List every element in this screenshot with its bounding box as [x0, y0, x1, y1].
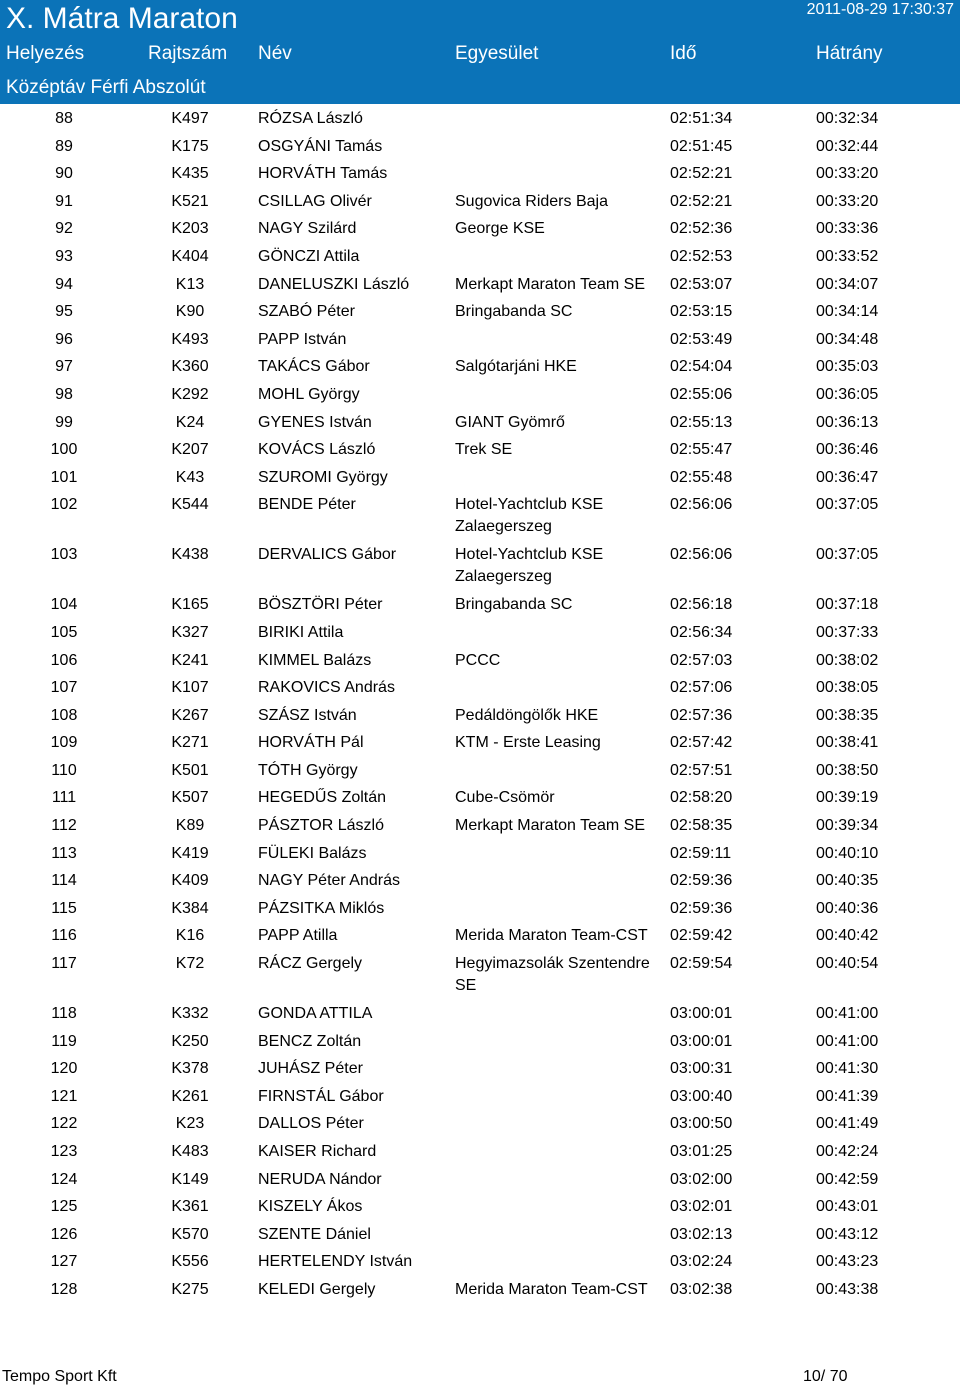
row-time: 02:55:06	[670, 385, 733, 403]
row-time: 02:57:51	[670, 761, 733, 779]
footer-company: Tempo Sport Kft	[2, 1368, 117, 1385]
row-club: Pedáldöngölők HKE	[455, 706, 599, 724]
column-header-gap: Hátrány	[816, 43, 883, 64]
row-time: 02:59:36	[670, 872, 733, 890]
row-bib: K267	[171, 706, 209, 724]
row-gap: 00:38:05	[816, 679, 879, 697]
row-bib: K419	[171, 844, 209, 862]
row-name: OSGYÁNI Tamás	[258, 137, 383, 155]
row-position: 93	[55, 247, 73, 265]
row-club: PCCC	[455, 651, 501, 669]
table-row	[0, 590, 960, 618]
row-name: HERTELENDY István	[258, 1253, 413, 1271]
row-bib: K89	[175, 817, 205, 835]
table-row	[0, 104, 960, 132]
row-time: 03:00:31	[670, 1060, 733, 1078]
row-name: FIRNSTÁL Gábor	[258, 1087, 384, 1105]
row-gap: 00:32:34	[816, 110, 879, 127]
table-row	[0, 435, 960, 463]
row-name: RÁCZ Gergely	[258, 955, 363, 973]
table-row	[0, 214, 960, 242]
row-position: 113	[51, 844, 77, 862]
row-position: 105	[50, 623, 78, 641]
row-bib: K72	[175, 955, 205, 973]
row-bib: K507	[171, 789, 209, 807]
row-name: HORVÁTH Tamás	[258, 165, 388, 183]
row-name: TÓTH György	[258, 761, 358, 779]
row-position: 109	[50, 734, 78, 752]
table-row	[0, 1275, 960, 1303]
row-bib: K16	[175, 927, 205, 945]
row-bib: K361	[171, 1198, 209, 1216]
row-position: 106	[50, 651, 78, 669]
row-position: 121	[50, 1087, 78, 1105]
row-name: RÓZSA László	[258, 110, 363, 127]
row-bib: K493	[171, 330, 209, 348]
row-name: SZABÓ Péter	[258, 303, 355, 321]
table-row	[0, 1109, 960, 1137]
row-position: 111	[51, 789, 77, 807]
row-gap: 00:42:59	[816, 1170, 879, 1188]
row-position: 102	[50, 496, 78, 514]
table-row	[0, 463, 960, 491]
row-club: Trek SE	[455, 441, 513, 459]
table-row	[0, 380, 960, 408]
row-position: 112	[51, 817, 77, 835]
row-time: 02:58:20	[670, 789, 733, 807]
row-bib: K497	[171, 110, 209, 127]
row-gap: 00:38:02	[816, 651, 879, 669]
row-bib: K332	[171, 1005, 209, 1023]
row-gap: 00:41:00	[816, 1005, 879, 1023]
row-gap: 00:33:52	[816, 247, 879, 265]
row-name: JUHÁSZ Péter	[258, 1060, 363, 1078]
row-gap: 00:37:33	[816, 623, 879, 641]
row-gap: 00:43:38	[816, 1280, 879, 1298]
row-bib: K203	[171, 220, 209, 238]
table-row	[0, 1165, 960, 1193]
row-time: 03:02:01	[670, 1198, 733, 1216]
row-time: 03:02:13	[670, 1225, 733, 1243]
row-gap: 00:43:01	[816, 1198, 879, 1216]
row-bib: K207	[171, 441, 209, 459]
row-time: 02:57:42	[670, 734, 733, 752]
row-bib: K435	[171, 165, 209, 183]
row-time: 02:55:48	[670, 468, 733, 486]
table-row	[0, 132, 960, 160]
row-position: 114	[51, 872, 77, 890]
row-name: BENDE Péter	[258, 496, 356, 514]
table-row	[0, 894, 960, 922]
footer-page-number: 10/ 70	[803, 1368, 848, 1385]
row-gap: 00:40:36	[816, 899, 879, 917]
table-row	[0, 242, 960, 270]
row-bib: K438	[171, 546, 209, 564]
table-row	[0, 728, 960, 756]
row-gap: 00:41:30	[816, 1060, 879, 1078]
row-gap: 00:43:12	[816, 1225, 879, 1243]
row-gap: 00:40:42	[816, 927, 879, 945]
row-name: DERVALICS Gábor	[258, 546, 397, 564]
row-name: KOVÁCS László	[258, 441, 376, 459]
row-club: Hotel-Yachtclub KSE Zalaegerszeg	[455, 546, 604, 585]
row-name: GONDA ATTILA	[258, 1005, 373, 1023]
row-time: 02:58:35	[670, 817, 733, 835]
column-header-club: Egyesület	[455, 43, 539, 64]
row-name: BENCZ Zoltán	[258, 1032, 362, 1050]
row-time: 02:59:36	[670, 899, 733, 917]
row-gap: 00:41:39	[816, 1087, 879, 1105]
row-gap: 00:36:13	[816, 413, 879, 431]
row-time: 02:59:11	[670, 844, 732, 862]
table-row	[0, 756, 960, 784]
row-club: KTM - Erste Leasing	[455, 734, 601, 752]
row-position: 115	[51, 899, 77, 917]
table-row	[0, 646, 960, 674]
row-name: GÖNCZI Attila	[258, 247, 360, 265]
row-name: KELEDI Gergely	[258, 1280, 376, 1298]
row-position: 98	[55, 385, 73, 403]
row-name: HORVÁTH Pál	[258, 734, 364, 752]
table-row	[0, 1220, 960, 1248]
table-row	[0, 1137, 960, 1165]
row-bib: K501	[171, 761, 209, 779]
row-position: 99	[55, 413, 73, 431]
row-gap: 00:37:05	[816, 496, 879, 514]
row-bib: K241	[171, 651, 209, 669]
row-time: 02:52:36	[670, 220, 733, 238]
row-name: NAGY Péter András	[258, 872, 400, 890]
row-time: 02:53:49	[670, 330, 733, 348]
row-gap: 00:40:35	[816, 872, 879, 890]
row-bib: K378	[171, 1060, 209, 1078]
row-gap: 00:41:49	[816, 1115, 879, 1133]
row-club: Merida Maraton Team-CST	[455, 1280, 648, 1298]
row-gap: 00:39:34	[816, 817, 879, 835]
row-position: 108	[50, 706, 78, 724]
row-gap: 00:34:07	[816, 275, 879, 293]
row-name: KAISER Richard	[258, 1143, 377, 1160]
table-row	[0, 270, 960, 298]
row-name: HEGEDŰS Zoltán	[258, 789, 387, 807]
table-row	[0, 1027, 960, 1055]
row-bib: K360	[171, 358, 209, 376]
print-datetime: 2011-08-29 17:30:37	[806, 1, 954, 18]
row-position: 123	[50, 1143, 78, 1160]
row-bib: K107	[171, 679, 209, 697]
row-name: MOHL György	[258, 385, 360, 403]
row-club: Sugovica Riders Baja	[455, 192, 608, 210]
row-time: 02:51:45	[670, 137, 733, 155]
row-time: 02:56:34	[670, 623, 733, 641]
row-time: 03:02:00	[670, 1170, 733, 1188]
row-name: NERUDA Nándor	[258, 1170, 382, 1188]
row-gap: 00:35:03	[816, 358, 879, 376]
table-row	[0, 325, 960, 353]
row-position: 104	[50, 596, 78, 614]
row-bib: K23	[175, 1115, 205, 1133]
row-position: 116	[51, 927, 77, 945]
results-header	[0, 0, 960, 104]
row-position: 110	[51, 761, 77, 779]
row-club: Merida Maraton Team-CST	[455, 927, 648, 945]
row-position: 96	[55, 330, 73, 348]
row-position: 125	[50, 1198, 78, 1216]
row-club: Salgótarjáni HKE	[455, 358, 577, 376]
row-gap: 00:40:10	[816, 844, 879, 862]
row-position: 101	[50, 468, 78, 486]
column-header-position: Helyezés	[6, 43, 85, 64]
table-row	[0, 408, 960, 436]
row-gap: 00:36:47	[816, 468, 879, 486]
row-gap: 00:41:00	[816, 1032, 879, 1050]
row-bib: K521	[171, 192, 209, 210]
row-time: 02:56:06	[670, 546, 733, 564]
row-time: 02:52:21	[670, 192, 733, 210]
row-name: CSILLAG Olivér	[258, 192, 372, 210]
results-table	[0, 104, 960, 1303]
row-name: PÁZSITKA Miklós	[258, 899, 385, 917]
row-position: 103	[50, 546, 78, 564]
row-bib: K261	[171, 1087, 209, 1105]
row-time: 03:02:38	[670, 1280, 733, 1298]
column-header-name: Név	[258, 43, 292, 64]
row-time: 02:54:04	[670, 358, 733, 376]
row-time: 02:55:13	[670, 413, 733, 431]
category-title: Középtáv Férfi Abszolút	[6, 77, 206, 98]
table-row	[0, 673, 960, 701]
row-bib: K384	[171, 899, 209, 917]
row-club: Hegyimazsolák Szentendre SE	[455, 955, 650, 994]
table-row	[0, 921, 960, 949]
row-position: 90	[55, 165, 73, 183]
row-position: 97	[55, 358, 73, 376]
row-bib: K483	[171, 1143, 209, 1160]
row-club: George KSE	[455, 220, 545, 238]
row-name: SZENTE Dániel	[258, 1225, 371, 1243]
row-time: 03:00:01	[670, 1005, 733, 1023]
table-row	[0, 297, 960, 325]
row-time: 02:53:15	[670, 303, 733, 321]
row-position: 88	[55, 110, 73, 127]
table-row	[0, 1054, 960, 1082]
row-bib: K327	[171, 623, 209, 641]
row-name: SZÁSZ István	[258, 706, 357, 724]
row-bib: K43	[175, 468, 205, 486]
table-row	[0, 187, 960, 215]
row-name: PAPP István	[258, 330, 347, 348]
row-gap: 00:33:20	[816, 165, 879, 183]
row-position: 100	[50, 441, 78, 459]
row-position: 95	[55, 303, 73, 321]
row-name: TAKÁCS Gábor	[258, 358, 370, 376]
row-time: 03:00:01	[670, 1032, 733, 1050]
row-gap: 00:36:46	[816, 441, 879, 459]
row-position: 120	[50, 1060, 78, 1078]
row-gap: 00:37:05	[816, 546, 879, 564]
table-row	[0, 811, 960, 839]
row-position: 126	[50, 1225, 78, 1243]
row-bib: K165	[171, 596, 209, 614]
row-bib: K556	[171, 1253, 209, 1271]
table-row	[0, 490, 960, 540]
row-club: Hotel-Yachtclub KSE Zalaegerszeg	[455, 496, 604, 535]
row-bib: K250	[171, 1032, 209, 1050]
row-gap: 00:43:23	[816, 1253, 879, 1271]
row-time: 02:53:07	[670, 275, 733, 293]
row-time: 02:59:54	[670, 955, 733, 973]
row-gap: 00:34:14	[816, 303, 879, 321]
row-gap: 00:34:48	[816, 330, 879, 348]
table-row	[0, 866, 960, 894]
row-name: DALLOS Péter	[258, 1115, 364, 1133]
row-gap: 00:33:20	[816, 192, 879, 210]
row-position: 127	[50, 1253, 78, 1271]
row-position: 107	[50, 679, 78, 697]
row-gap: 00:38:50	[816, 761, 879, 779]
row-position: 118	[51, 1005, 77, 1023]
row-position: 119	[51, 1032, 77, 1050]
row-name: PAPP Atilla	[258, 927, 338, 945]
row-time: 02:59:42	[670, 927, 733, 945]
row-gap: 00:38:41	[816, 734, 879, 752]
row-position: 128	[50, 1280, 78, 1298]
row-time: 02:51:34	[670, 110, 733, 127]
row-club: Cube-Csömör	[455, 789, 555, 807]
row-name: KIMMEL Balázs	[258, 651, 372, 669]
table-row	[0, 540, 960, 590]
row-club: Bringabanda SC	[455, 303, 573, 321]
column-header-bib: Rajtszám	[148, 43, 228, 64]
table-row	[0, 999, 960, 1027]
row-position: 124	[50, 1170, 78, 1188]
row-time: 03:02:24	[670, 1253, 733, 1271]
row-time: 02:57:36	[670, 706, 733, 724]
row-bib: K292	[171, 385, 209, 403]
row-name: DANELUSZKI László	[258, 275, 410, 293]
row-gap: 00:36:05	[816, 385, 879, 403]
row-gap: 00:33:36	[816, 220, 879, 238]
row-name: PÁSZTOR László	[258, 817, 384, 835]
row-time: 03:00:50	[670, 1115, 733, 1133]
row-time: 03:01:25	[670, 1143, 733, 1160]
row-name: KISZELY Ákos	[258, 1198, 363, 1216]
row-time: 02:52:21	[670, 165, 733, 183]
table-row	[0, 1082, 960, 1110]
column-header-time: Idő	[670, 43, 697, 64]
row-name: GYENES István	[258, 413, 372, 431]
row-position: 122	[50, 1115, 78, 1133]
table-row	[0, 701, 960, 729]
table-row	[0, 1247, 960, 1275]
table-row	[0, 949, 960, 999]
row-name: SZUROMI György	[258, 468, 388, 486]
table-row	[0, 839, 960, 867]
table-row	[0, 783, 960, 811]
row-club: GIANT Gyömrő	[455, 413, 565, 431]
row-gap: 00:40:54	[816, 955, 879, 973]
row-time: 02:56:06	[670, 496, 733, 514]
row-time: 02:57:06	[670, 679, 733, 697]
row-club: Bringabanda SC	[455, 596, 573, 614]
row-gap: 00:38:35	[816, 706, 879, 724]
row-club: Merkapt Maraton Team SE	[455, 817, 646, 835]
row-bib: K404	[171, 247, 209, 265]
table-row	[0, 618, 960, 646]
row-gap: 00:39:19	[816, 789, 879, 807]
row-name: RAKOVICS András	[258, 679, 395, 697]
row-position: 117	[51, 955, 77, 973]
row-bib: K275	[171, 1280, 209, 1298]
row-name: NAGY Szilárd	[258, 220, 357, 238]
table-row	[0, 1192, 960, 1220]
row-time: 02:56:18	[670, 596, 733, 614]
row-bib: K13	[175, 275, 205, 293]
row-time: 02:55:47	[670, 441, 733, 459]
row-bib: K24	[175, 413, 205, 431]
row-bib: K90	[175, 303, 205, 321]
row-time: 03:00:40	[670, 1087, 733, 1105]
row-club: Merkapt Maraton Team SE	[455, 275, 646, 293]
row-name: BÖSZTÖRI Péter	[258, 596, 383, 614]
row-name: BIRIKI Attila	[258, 623, 344, 641]
row-gap: 00:32:44	[816, 137, 879, 155]
row-bib: K149	[171, 1170, 209, 1188]
document-title: X. Mátra Maraton	[6, 2, 238, 35]
row-gap: 00:37:18	[816, 596, 879, 614]
table-row	[0, 159, 960, 187]
row-bib: K271	[171, 734, 209, 752]
row-bib: K544	[171, 496, 209, 514]
row-position: 91	[55, 192, 73, 210]
row-position: 94	[55, 275, 73, 293]
row-name: FÜLEKI Balázs	[258, 844, 367, 862]
row-time: 02:52:53	[670, 247, 733, 265]
row-position: 92	[55, 220, 73, 238]
row-position: 89	[55, 137, 73, 155]
row-bib: K570	[171, 1225, 209, 1243]
row-bib: K409	[171, 872, 209, 890]
table-row	[0, 352, 960, 380]
row-gap: 00:42:24	[816, 1143, 879, 1160]
row-time: 02:57:03	[670, 651, 733, 669]
row-bib: K175	[171, 137, 209, 155]
